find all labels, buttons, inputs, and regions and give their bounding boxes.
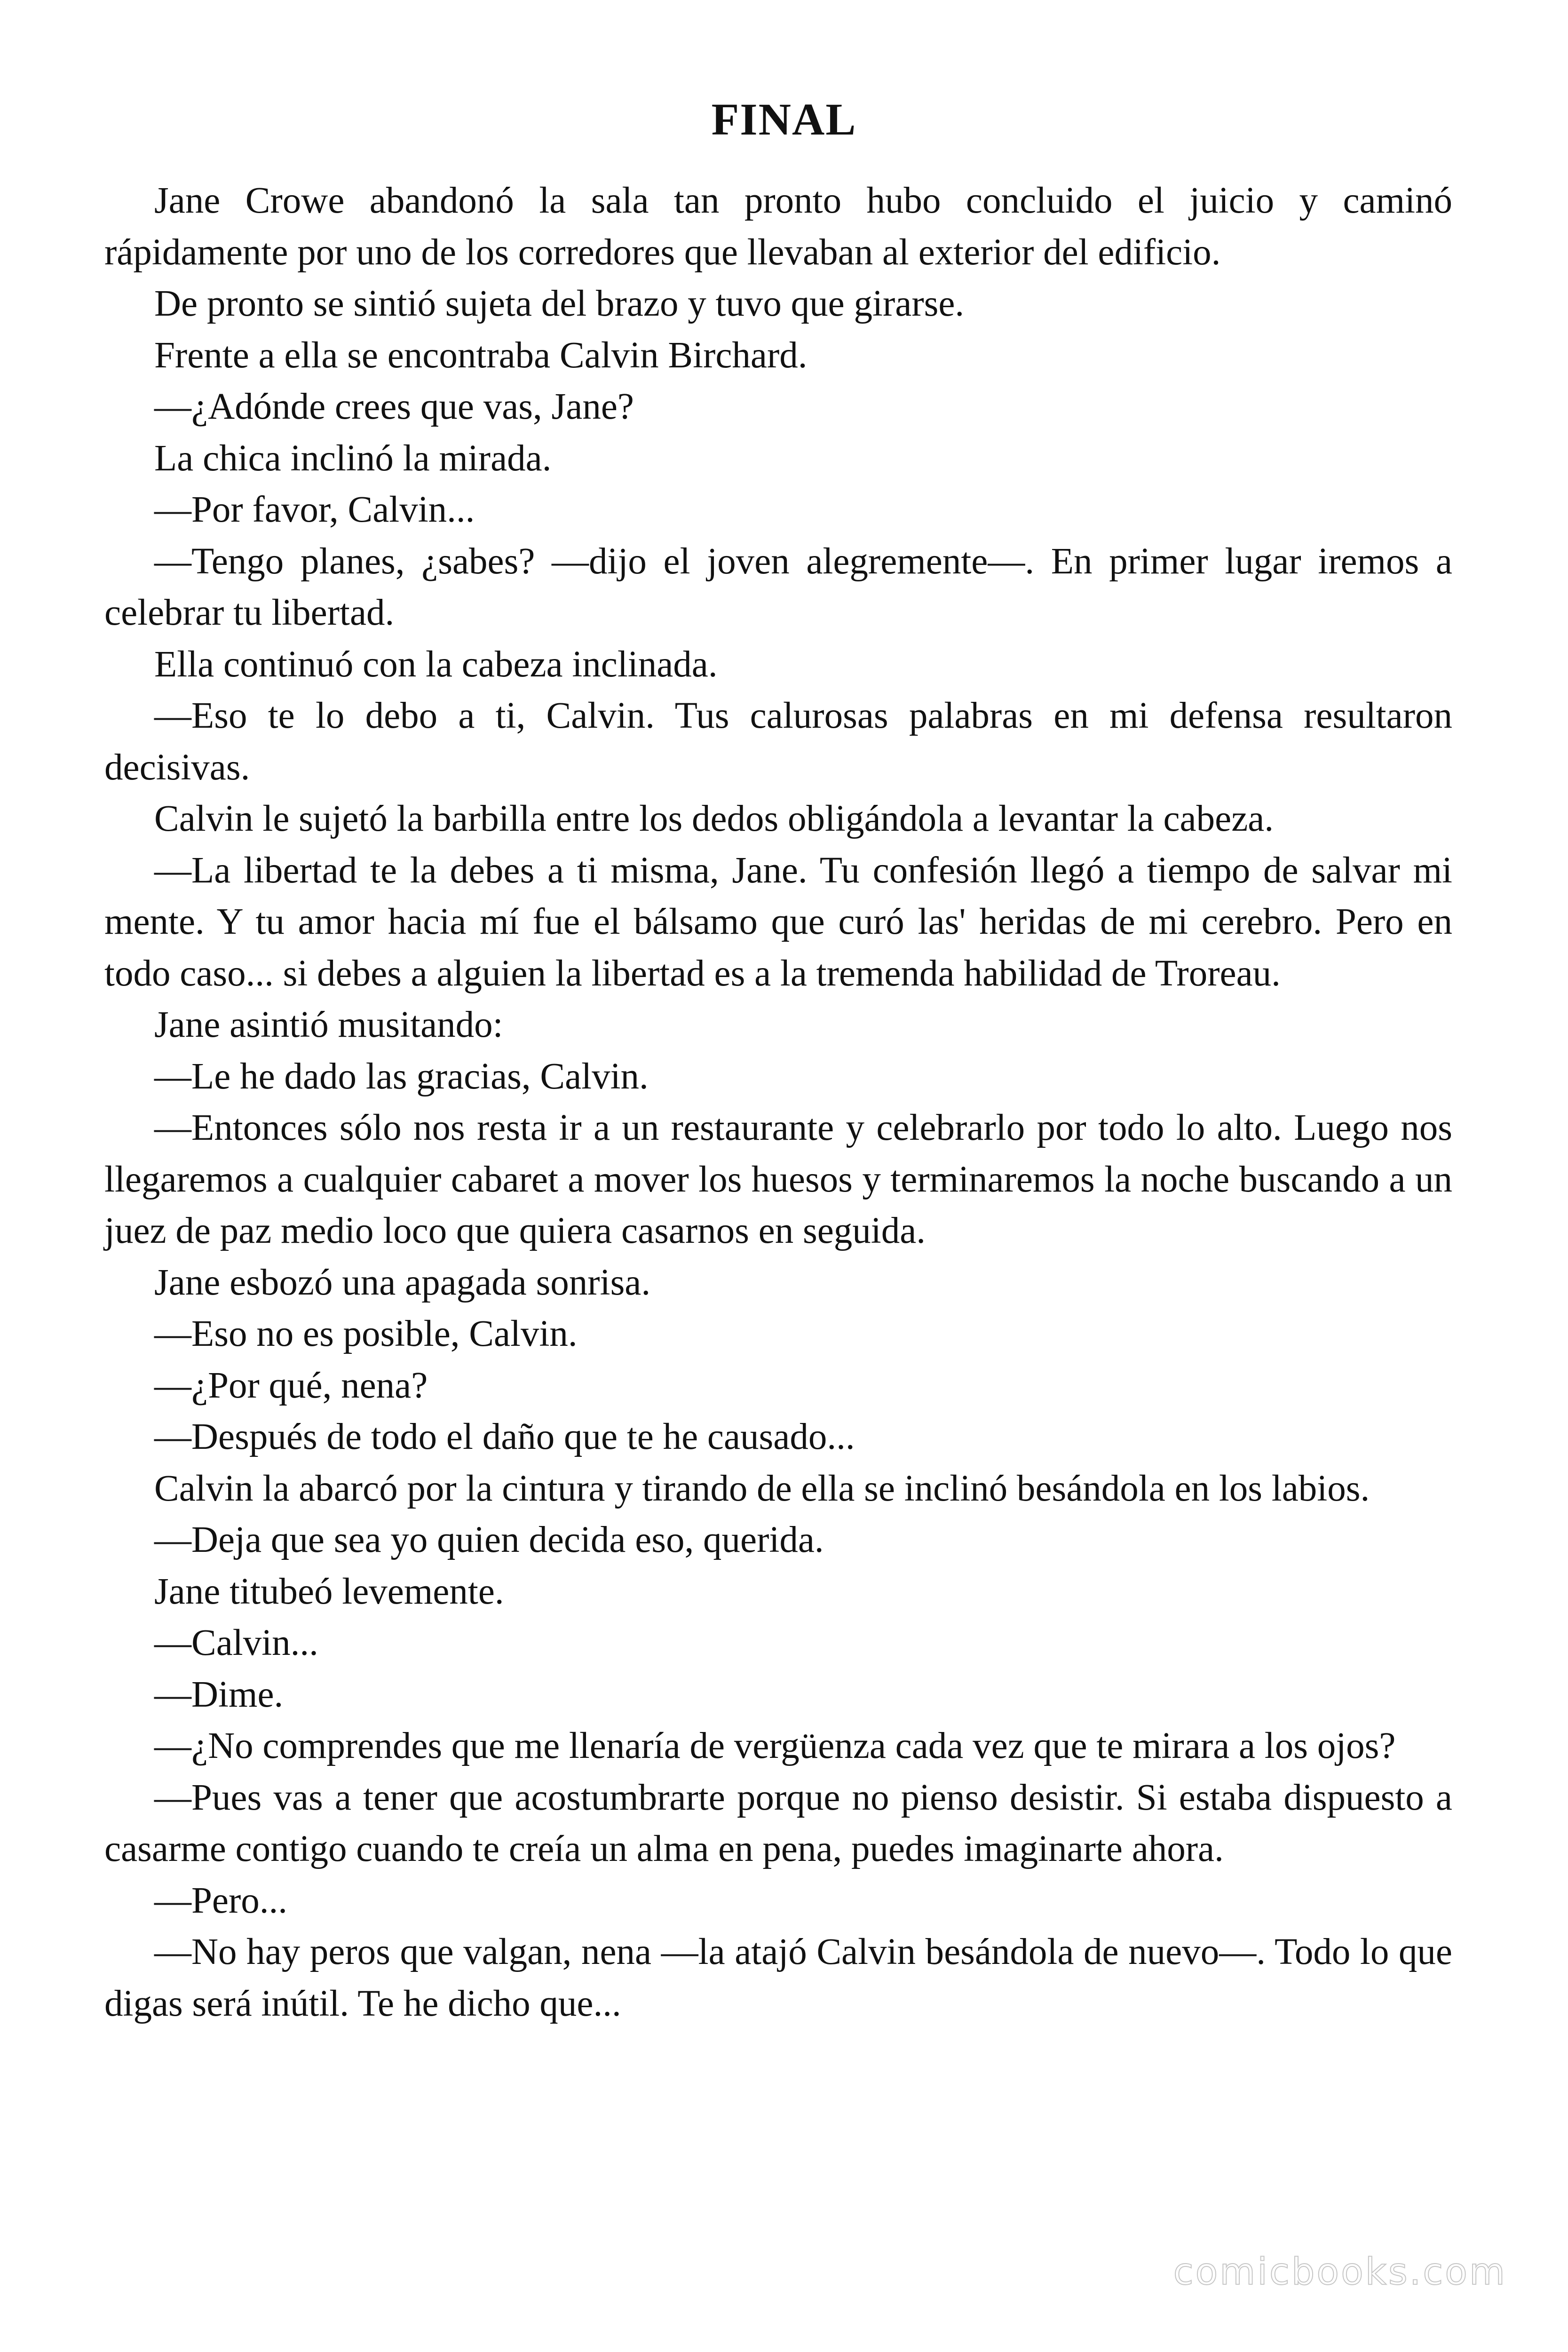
paragraph: —Pero... xyxy=(154,1880,288,1921)
paragraph: —Eso te lo debo a ti, Calvin. Tus calurosas palabras en mi defensa resultaron decisivas. xyxy=(104,695,1452,788)
paragraph: —Entonces sólo nos resta ir a un restaurante y celebrarlo por todo lo alto. Luego nos llegaremos a cualquier cabaret a mover los huesos y terminaremos la noche buscando a un juez de paz medio loco que quiera casarnos en seguida. xyxy=(104,1107,1452,1251)
paragraph: —No hay peros que valgan, nena —la atajó Calvin besándola de nuevo—. Todo lo que digas será inútil. Te he dicho que... xyxy=(104,1931,1452,2024)
paragraph: Jane titubeó levemente. xyxy=(154,1571,504,1612)
paragraph: La chica inclinó la mirada. xyxy=(154,437,552,479)
paragraph: —Tengo planes, ¿sabes? —dijo el joven alegremente—. En primer lugar iremos a celebrar tu libertad. xyxy=(104,540,1452,633)
chapter-title: FINAL xyxy=(711,94,857,145)
body-text xyxy=(104,175,1452,2029)
paragraph: —Le he dado las gracias, Calvin. xyxy=(154,1056,649,1097)
paragraph: —Por favor, Calvin... xyxy=(154,489,475,530)
paragraph: —Dime. xyxy=(154,1674,284,1715)
paragraph: Jane Crowe abandonó la sala tan pronto hubo concluido el juicio y caminó rápidamente por uno de los corredores que llevaban al exterior del edificio. xyxy=(104,180,1452,273)
paragraph: —Eso no es posible, Calvin. xyxy=(154,1313,578,1354)
paragraph: —Deja que sea yo quien decida eso, querida. xyxy=(154,1519,824,1560)
paragraph: —Calvin... xyxy=(154,1622,318,1663)
paragraph: Calvin la abarcó por la cintura y tirando de ella se inclinó besándola en los labios. xyxy=(154,1468,1370,1509)
paragraph: Frente a ella se encontraba Calvin Birchard. xyxy=(154,334,808,376)
paragraph: Jane asintió musitando: xyxy=(154,1004,503,1045)
paragraph: —Pues vas a tener que acostumbrarte porque no pienso desistir. Si estaba dispuesto a casarme contigo cuando te creía un alma en pena, puedes imaginarte ahora. xyxy=(104,1777,1452,1869)
paragraph: —La libertad te la debes a ti misma, Jane. Tu confesión llegó a tiempo de salvar mi mente. Y tu amor hacia mí fue el bálsamo que curó las' heridas de mi cerebro. Pero en todo caso... si debes a alguien la libertad es a la tremenda habilidad de Troreau. xyxy=(104,850,1452,994)
watermark: comicbooks.com xyxy=(1173,2251,1507,2293)
paragraph: Jane esbozó una apagada sonrisa. xyxy=(154,1262,651,1303)
paragraph: Calvin le sujetó la barbilla entre los dedos obligándola a levantar la cabeza. xyxy=(154,798,1274,839)
paragraph: De pronto se sintió sujeta del brazo y tuvo que girarse. xyxy=(154,283,965,324)
paragraph: —¿No comprendes que me llenaría de vergüenza cada vez que te mirara a los ojos? xyxy=(154,1725,1396,1766)
paragraph: —¿Por qué, nena? xyxy=(154,1365,428,1406)
paragraph: Ella continuó con la cabeza inclinada. xyxy=(154,644,718,685)
paragraph: —Después de todo el daño que te he causado... xyxy=(154,1416,855,1457)
paragraph: —¿Adónde crees que vas, Jane? xyxy=(154,386,634,427)
